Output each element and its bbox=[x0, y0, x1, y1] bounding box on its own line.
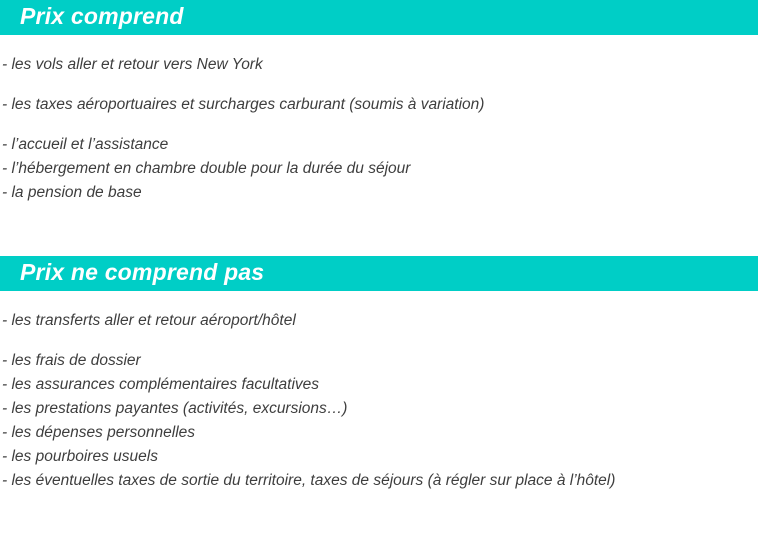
list-item: - les assurances complémentaires facultatives bbox=[2, 376, 320, 393]
section-body bbox=[0, 291, 758, 493]
list-item: - les taxes aéroportuaires et surcharges carburant (soumis à variation) bbox=[2, 96, 485, 113]
list-item: - les vols aller et retour vers New York bbox=[2, 56, 263, 73]
list-item: - l’hébergement en chambre double pour la durée du séjour bbox=[2, 160, 411, 177]
section-title: Prix ne comprend pas bbox=[20, 259, 265, 285]
section-title: Prix comprend bbox=[20, 3, 184, 29]
section-body bbox=[0, 35, 758, 205]
section-header-bar bbox=[0, 0, 758, 35]
list-item: - les pourboires usuels bbox=[2, 448, 158, 465]
list-item: - les transferts aller et retour aéroport/hôtel bbox=[2, 312, 296, 329]
list-item: - la pension de base bbox=[2, 184, 142, 201]
section-price-excludes bbox=[0, 256, 758, 493]
list-item: - les frais de dossier bbox=[2, 352, 141, 369]
list-item: - les dépenses personnelles bbox=[2, 424, 196, 441]
list-item: - les prestations payantes (activités, excursions…) bbox=[2, 400, 348, 417]
list-item: - l’accueil et l’assistance bbox=[2, 136, 169, 153]
section-header-bar bbox=[0, 256, 758, 291]
section-price-includes bbox=[0, 0, 758, 205]
list-item: - les éventuelles taxes de sortie du territoire, taxes de séjours (à régler sur place à l’hôtel) bbox=[2, 472, 616, 489]
